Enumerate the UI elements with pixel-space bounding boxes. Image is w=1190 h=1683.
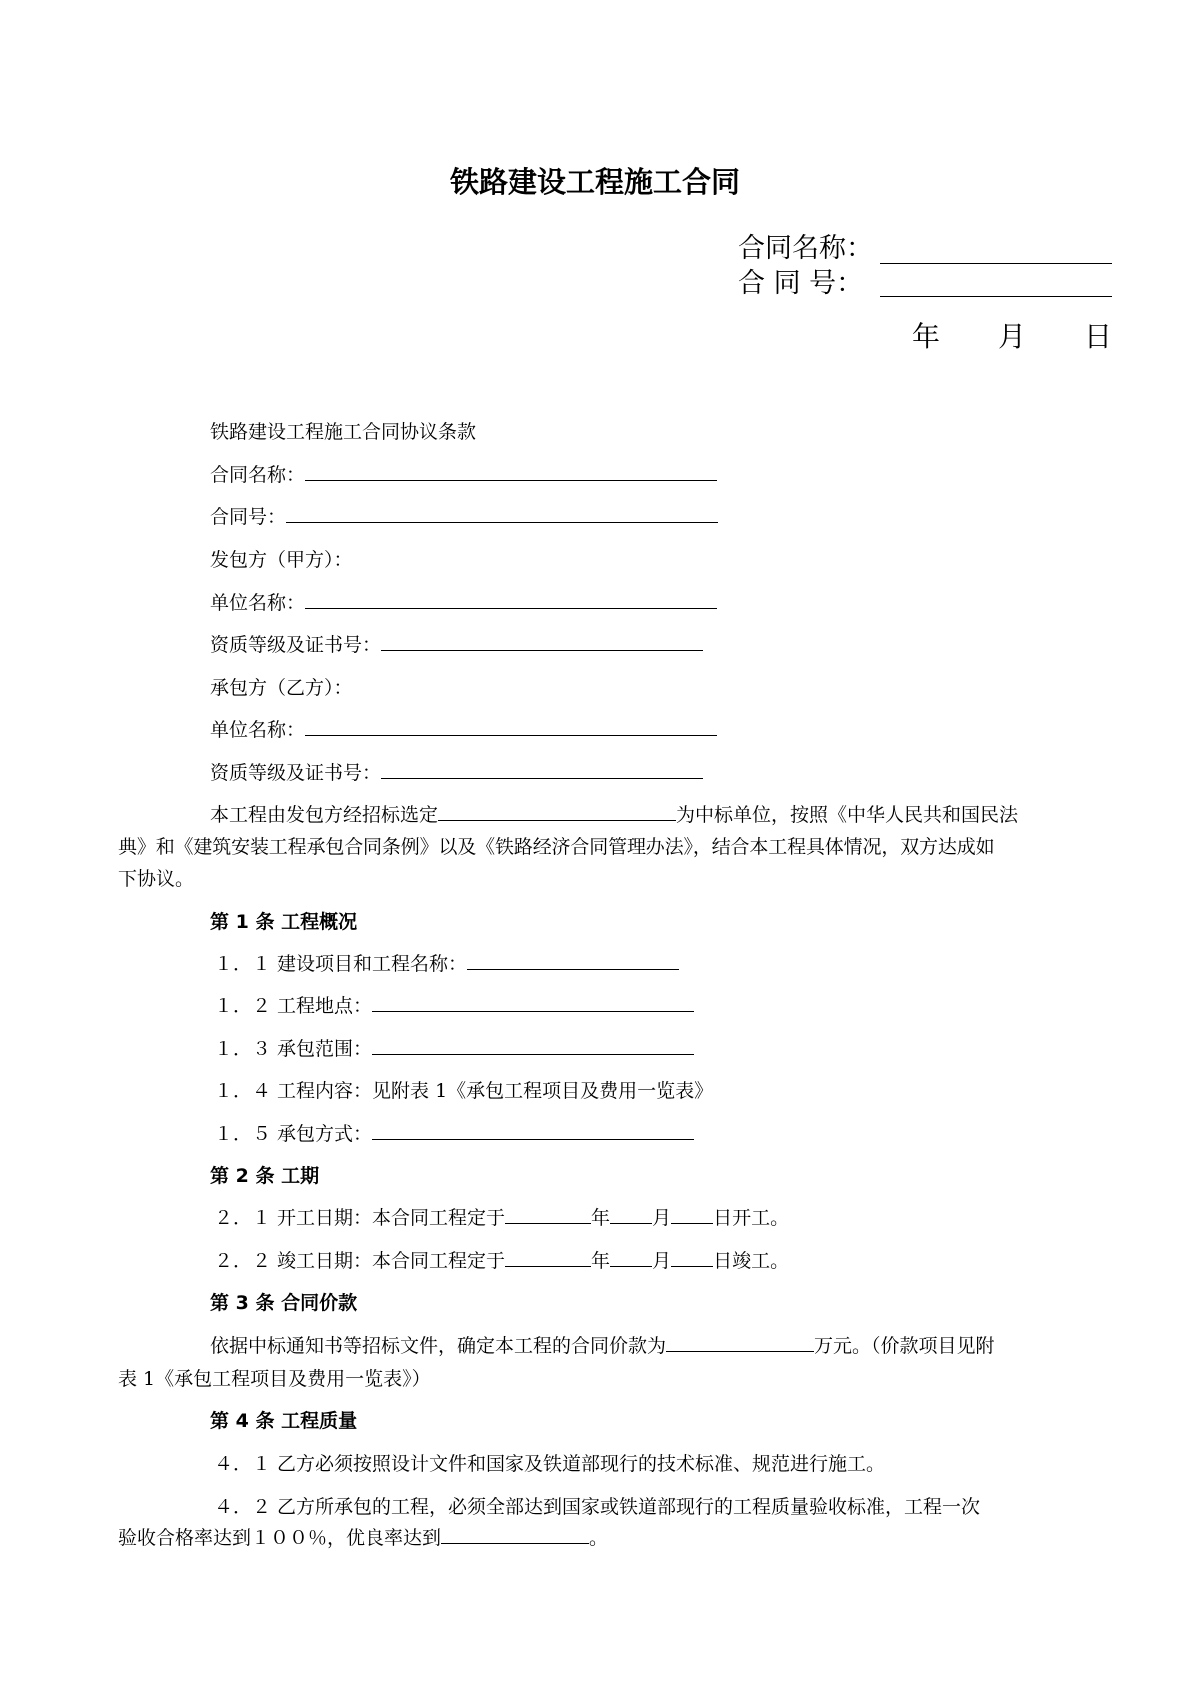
article-3-heading: 第 3 条 合同价款 — [210, 1292, 358, 1314]
intro-line-3: 下协议。 — [118, 868, 195, 890]
date-day: 日 — [1084, 320, 1113, 353]
year-label: 年 — [591, 1207, 611, 1229]
item-label: ２．２ 竣工日期：本合同工程定于 — [214, 1250, 506, 1272]
item-label: １．２ 工程地点： — [214, 995, 373, 1017]
item-label: １．３ 承包范围： — [214, 1038, 373, 1060]
field-qualification-b — [210, 760, 1082, 786]
header-contract-name-label: 合同名称： — [738, 233, 873, 264]
unit-name-a-blank[interactable] — [305, 590, 717, 609]
field-unit-name-b — [210, 717, 1082, 743]
art4-item-2-line-1: ４．２ 乙方所承包的工程，必须全部达到国家或铁道部现行的工程质量验收标准，工程一次 — [214, 1496, 981, 1518]
qualification-b-blank[interactable] — [381, 760, 703, 779]
header-contract-name-blank[interactable] — [880, 263, 1112, 264]
art1-item-3 — [214, 1036, 1086, 1062]
art1-item-1 — [214, 951, 1086, 977]
field-contract-name — [210, 462, 1082, 488]
art3-para-line-2: 表 1《承包工程项目及费用一览表》） — [118, 1368, 431, 1390]
field-label: 合同号： — [210, 506, 287, 528]
intro-line-1 — [210, 802, 1018, 828]
art4-text: 验收合格率达到１００％，优良率达到 — [118, 1527, 442, 1549]
field-unit-name-a — [210, 590, 1082, 616]
intro-text-1: 本工程由发包方经招标选定 — [210, 804, 439, 826]
contract-no-blank[interactable] — [286, 504, 718, 523]
party-a-label: 发包方（甲方）： — [210, 549, 353, 571]
item-label: ２．１ 开工日期：本合同工程定于 — [214, 1207, 506, 1229]
art2-item-2 — [214, 1248, 1086, 1274]
winning-bidder-blank[interactable] — [438, 802, 676, 821]
unit-name-b-blank[interactable] — [305, 717, 717, 736]
year-label: 年 — [591, 1250, 611, 1272]
field-label: 资质等级及证书号： — [210, 634, 382, 656]
field-label: 合同名称： — [210, 464, 306, 486]
start-day-blank[interactable] — [671, 1205, 713, 1224]
art1-item-5 — [214, 1121, 1086, 1147]
field-label: 单位名称： — [210, 719, 306, 741]
intro-text-2: 为中标单位，按照《中华人民共和国民法 — [676, 804, 1019, 826]
field-contract-no — [210, 504, 1082, 530]
header-contract-no-blank[interactable] — [880, 296, 1112, 297]
excellent-rate-blank[interactable] — [441, 1525, 589, 1544]
field-label: 资质等级及证书号： — [210, 762, 382, 784]
day-label: 日竣工。 — [713, 1250, 790, 1272]
agreement-heading: 铁路建设工程施工合同协议条款 — [210, 421, 477, 443]
date-year: 年 — [912, 320, 941, 353]
project-name-blank[interactable] — [467, 951, 679, 970]
art2-item-1 — [214, 1205, 1086, 1231]
article-1-heading: 第 1 条 工程概况 — [210, 911, 358, 933]
art1-item-4: １．４ 工程内容：见附表 1《承包工程项目及费用一览表》 — [214, 1080, 714, 1102]
day-label: 日开工。 — [713, 1207, 790, 1229]
start-year-blank[interactable] — [505, 1205, 591, 1224]
art3-para-line-1 — [210, 1333, 995, 1359]
item-label: １．５ 承包方式： — [214, 1123, 373, 1145]
article-2-heading: 第 2 条 工期 — [210, 1165, 320, 1187]
contract-method-blank[interactable] — [372, 1121, 694, 1140]
item-label: １．１ 建设项目和工程名称： — [214, 953, 468, 975]
month-label: 月 — [652, 1250, 672, 1272]
end-month-blank[interactable] — [610, 1248, 652, 1267]
art3-text-2: 万元。（价款项目见附 — [814, 1335, 995, 1357]
art3-text-1: 依据中标通知书等招标文件，确定本工程的合同价款为 — [210, 1335, 667, 1357]
field-label: 单位名称： — [210, 592, 306, 614]
period: 。 — [589, 1527, 609, 1549]
art1-item-2 — [214, 993, 1086, 1019]
party-b-label: 承包方（乙方）： — [210, 677, 353, 699]
document-title: 铁路建设工程施工合同 — [449, 165, 740, 199]
site-location-blank[interactable] — [372, 993, 694, 1012]
contract-name-blank[interactable] — [305, 462, 717, 481]
contract-price-blank[interactable] — [666, 1333, 814, 1352]
end-day-blank[interactable] — [671, 1248, 713, 1267]
qualification-a-blank[interactable] — [381, 632, 703, 651]
article-4-heading: 第 4 条 工程质量 — [210, 1410, 358, 1432]
contract-scope-blank[interactable] — [372, 1036, 694, 1055]
start-month-blank[interactable] — [610, 1205, 652, 1224]
intro-line-2: 典》和《建筑安装工程承包合同条例》以及《铁路经济合同管理办法》，结合本工程具体情况，双方达成如 — [118, 836, 995, 858]
art4-item-2-line-2 — [118, 1525, 608, 1551]
header-contract-no-label: 合 同 号： — [738, 268, 864, 299]
month-label: 月 — [652, 1207, 672, 1229]
art4-item-1: ４．１ 乙方必须按照设计文件和国家及铁道部现行的技术标准、规范进行施工。 — [214, 1453, 886, 1475]
date-month: 月 — [998, 320, 1027, 353]
field-qualification-a — [210, 632, 1082, 658]
end-year-blank[interactable] — [505, 1248, 591, 1267]
